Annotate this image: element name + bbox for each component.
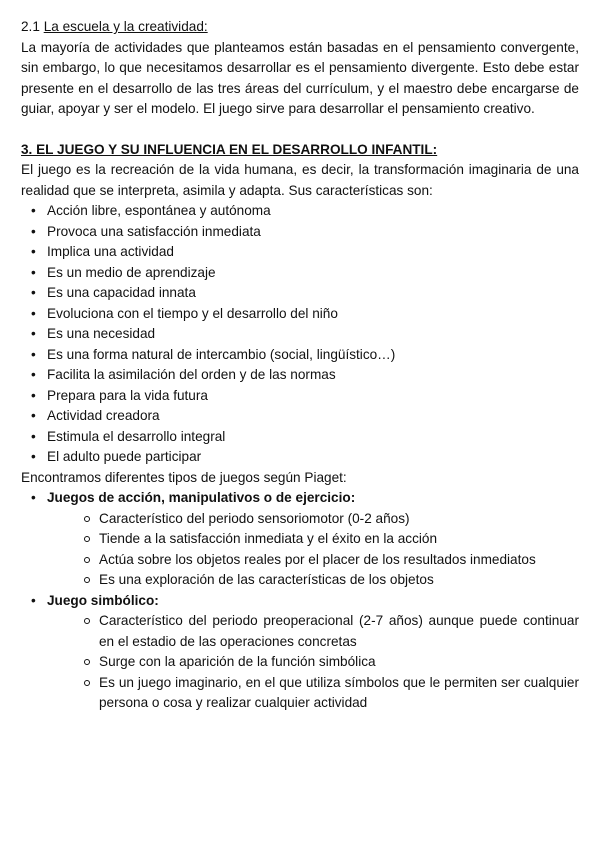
list-item: • Prepara para la vida futura (21, 386, 579, 407)
list-item: Surge con la aparición de la función simbólica (47, 652, 579, 673)
section-2-1-paragraph: La mayoría de actividades que planteamos están basadas en el pensamiento convergente, sin embargo, lo que necesitamos desarrollar es el pensamiento divergente. Esto debe estar presente en el desarrollo de las tres áreas del currículum, y el maestro debe encargarse de guiar, apoyar y ser el modelo. El juego sirve para desarrollar el pensamiento creativo. (21, 39, 579, 116)
list-item: • Implica una actividad (21, 242, 579, 263)
list-item: • Es una capacidad innata (21, 283, 579, 304)
section-2-1-heading (21, 17, 579, 38)
section-3-heading: 3. EL JUEGO Y SU INFLUENCIA EN EL DESARROLLO INFANTIL: (21, 141, 438, 157)
list-item: • Estimula el desarrollo integral (21, 427, 579, 448)
section-2-1-number: 2.1 (21, 19, 40, 34)
list-item: • Provoca una satisfacción inmediata (21, 222, 579, 243)
game-type-name: Juego simbólico: (47, 592, 159, 608)
list-item: • Es un medio de aprendizaje (21, 263, 579, 284)
list-item: Tiende a la satisfacción inmediata y el éxito en la acción (47, 529, 579, 550)
piaget-intro: Encontramos diferentes tipos de juegos según Piaget: (21, 469, 347, 485)
game-type-details (47, 509, 579, 591)
game-type-details (47, 611, 579, 714)
game-type-action (21, 488, 579, 591)
section-spacer (21, 120, 579, 140)
list-item: • Facilita la asimilación del orden y de las normas (21, 365, 579, 386)
section-2-1-title: La escuela y la creatividad: (43, 19, 208, 34)
list-item: Es un juego imaginario, en el que utiliza símbolos que le permiten ser cualquier persona o cosa y realizar cualquier actividad (47, 673, 579, 714)
list-item: • El adulto puede participar (21, 447, 579, 468)
list-item: Actúa sobre los objetos reales por el placer de los resultados inmediatos (47, 550, 579, 571)
list-item: • Acción libre, espontánea y autónoma (21, 201, 579, 222)
list-item: • Evoluciona con el tiempo y el desarrollo del niño (21, 304, 579, 325)
list-item: • Actividad creadora (21, 406, 579, 427)
game-type-symbolic (21, 591, 579, 714)
list-item: Característico del periodo sensoriomotor (0-2 años) (47, 509, 579, 530)
game-types-list (21, 488, 579, 714)
list-item: Es una exploración de las características de los objetos (47, 570, 579, 591)
list-item: Característico del periodo preoperacional (2-7 años) aunque puede continuar en el estadio de las operaciones concretas (47, 611, 579, 652)
list-item: • Es una forma natural de intercambio (social, lingüístico…) (21, 345, 579, 366)
game-type-name: Juegos de acción, manipulativos o de ejercicio: (47, 490, 356, 505)
list-item: • Es una necesidad (21, 324, 579, 345)
section-3-intro: El juego es la recreación de la vida humana, es decir, la transformación imaginaria de una realidad que se interpreta, asimila y adapta. Sus características son: (21, 162, 579, 198)
characteristics-list (21, 201, 579, 468)
